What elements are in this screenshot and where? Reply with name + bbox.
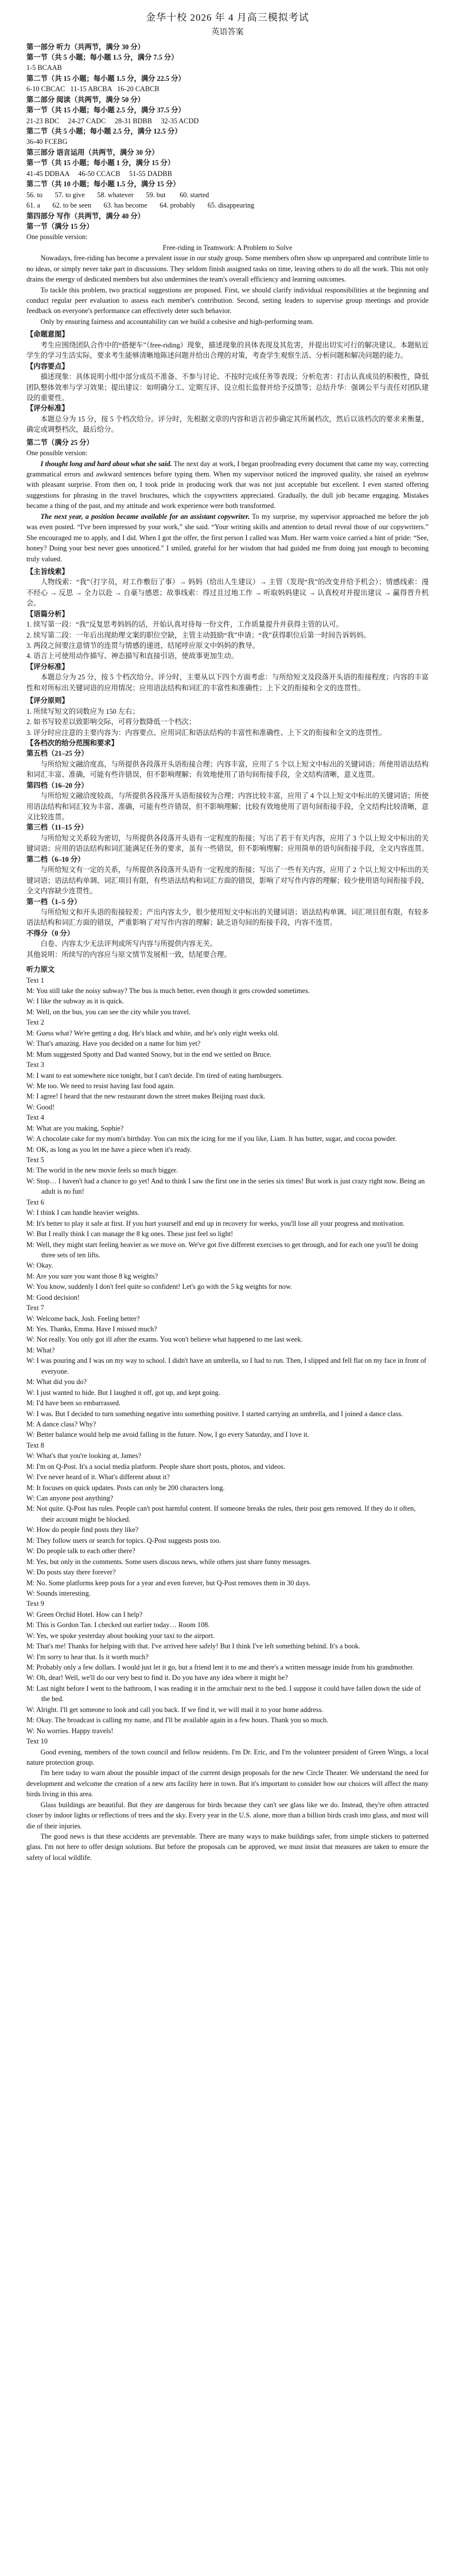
analysis-heading: 【评分标准】 xyxy=(26,404,69,413)
continuation-paragraph-2 xyxy=(26,511,429,564)
transcript xyxy=(26,975,429,1863)
transcript-line: M: Well, on the bus, you can see the city while you travel. xyxy=(26,1007,190,1016)
transcript-line: W: What's that you're looking at, James? xyxy=(26,1452,142,1460)
test-label: Text 9 xyxy=(26,1600,44,1608)
transcript-line: M: The world in the new movie feels so much bigger. xyxy=(26,1166,178,1175)
transcript-line: M: Are you sure you want those 8 kg weights? xyxy=(26,1272,158,1280)
band-label: 第五档（21–25 分） xyxy=(26,749,88,758)
transcript-line: M: Yes. Thanks, Emma. Have I missed much? xyxy=(26,1325,157,1333)
transcript-line: W: I like the subway as it is quick. xyxy=(26,997,124,1006)
transcript-line: M: Yes, but only in the comments. Some users discuss news, while others just share funny messages. xyxy=(26,1557,312,1566)
part2-section2: 第二节（共 5 小题；每小题 2.5 分，满分 12.5 分） xyxy=(26,127,182,135)
analysis-heading: 【语篇分析】 xyxy=(26,609,69,618)
part2-section1: 第一节（共 15 小题；每小题 2.5 分，满分 37.5 分） xyxy=(26,106,185,115)
transcript-line: W: Can anyone post anything? xyxy=(26,1494,114,1502)
transcript-line: M: You still take the noisy subway? The bus is much better, even though it gets crowded sometimes. xyxy=(26,987,310,995)
test-label: Text 1 xyxy=(26,976,44,984)
band-description: 与所给短文关系较为密切，与所提供各段落开头语有一定程度的衔接；写出了若干有关内容，应用了 3 个以上短文中标出的关键词语；应用的语法结构和词汇能满足任务的要求，虽有一些错误，但不影响理解；应用简单的语句间衔接手段，全文内容连贯。 xyxy=(26,834,429,853)
essay-paragraph: Only by ensuring fairness and accountability can we build a cohesive and high-performing team. xyxy=(40,317,314,326)
analysis-heading: 【评分原则】 xyxy=(26,697,69,705)
part1-heading: 第一部分 听力（共两节，满分 30 分） xyxy=(26,42,145,51)
analysis-item: 2. 续写第二段：一年后出现助理文案的职位空缺，主管主动鼓励“我”申请；“我”获得职位后第一时间告诉妈妈。 xyxy=(26,631,371,639)
band-label: 第三档（11–15 分） xyxy=(26,823,88,832)
transcript-line: M: Okay. The broadcast is calling my name, and I'll be available again in a few hours. Thank you so much. xyxy=(26,1716,329,1725)
test-label: Text 10 xyxy=(26,1737,48,1746)
page-title: 金华十校 2026 年 4 月高三模拟考试 xyxy=(146,12,309,23)
band-description: 与所给短文有一定的关系，与所提供各段落开头语有一定程度的衔接；写出了一些有关内容，应用了 2 个以上短文中标出的关键词语；语法结构单调、词汇项目有限，有些语法结构和词汇方面的错误，影响了对写作内容的理解；较少使用语句间衔接手段，全文内容缺少连贯性。 xyxy=(26,866,429,896)
band-label: 第一档（1–5 分） xyxy=(26,897,81,906)
analysis-item: 2. 如书写较差以致影响交际，可将分数降低一个档次； xyxy=(26,718,196,726)
transcript-line: M: It's better to play it safe at first. If you hurt yourself and end up in recovery for weeks, you'll lose all your progress and motivation. xyxy=(26,1219,405,1228)
transcript-line: W: I just wanted to hide. But I laughed it off, got up, and kept going. xyxy=(26,1388,220,1397)
transcript-line: W: You know, suddenly I don't feel quite so confident! Let's go with the 5 kg weights for now. xyxy=(26,1283,293,1291)
transcript-line: W: Stop… I haven't had a chance to go yet! And to think I saw the first one in the series six times! But work is just crazy right now. Being an adult is no fun! xyxy=(26,1176,425,1196)
part3-section2: 第二节（共 10 小题；每小题 1.5 分，满分 15 分） xyxy=(26,180,180,189)
test-label: Text 3 xyxy=(26,1061,44,1069)
analysis-heading: 【主旨线索】 xyxy=(26,567,69,576)
transcript-line: W: I think I can handle heavier weights. xyxy=(26,1209,139,1217)
transcript-line: M: It focuses on quick updates. Posts can only be 200 characters long. xyxy=(26,1483,225,1492)
analysis-heading: 【命题意图】 xyxy=(26,330,69,339)
page-subtitle: 英语答案 xyxy=(211,28,244,37)
transcript-line: M: I agree! I heard that the new restaurant down the street makes Beijing roast duck. xyxy=(26,1092,266,1101)
part3-section2-row2: 61. a 62. to be seen 63. has become 64. probably 65. disappearing xyxy=(26,201,255,210)
band-description: 白卷、内容太少无法评判或所写内容与所提供内容无关。 xyxy=(40,940,217,948)
transcript-line: W: A chocolate cake for my mom's birthday. You can mix the icing for me if you like, Liam. It has butter, sugar, and cocoa powder. xyxy=(26,1135,397,1143)
transcript-line: W: Me too. We need to resist having fast food again. xyxy=(26,1081,175,1090)
transcript-line: W: Do posts stay there forever? xyxy=(26,1568,116,1577)
transcript-line: M: What did you do? xyxy=(26,1378,87,1386)
essay-paragraph: To tackle this problem, two practical suggestions are proposed. First, we should clarify individual responsibilities at the beginning and conduct regular peer evaluation to assess each member's contribution. Second, setting leaders to supervise group meetings and provide feedback on everyone's performance can effectively deter such behavior. xyxy=(26,286,429,315)
transcript-line: W: Not really. You only got ill after the exams. You won't believe what happened to me last week. xyxy=(26,1335,303,1344)
part3-section2-row1: 56. to 57. to give 58. whatever 59. but 60. started xyxy=(26,190,209,199)
transcript-line: M: Mum suggested Spotty and Dad wanted Snowy, but in the end we settled on Bruce. xyxy=(26,1050,272,1058)
analysis-heading: 【评分标准】 xyxy=(26,662,69,671)
part4-section2: 第二节（满分 25 分） xyxy=(26,438,94,447)
part1-section2-answers: 6-10 CBCAC 11-15 ABCBA 16-20 CABCB xyxy=(26,85,160,93)
part1-section1-answers: 1-5 BCAAB xyxy=(26,64,62,72)
part2-heading: 第二部分 阅读（共两节，满分 50 分） xyxy=(26,95,145,104)
band-description: 与所给短文和开头语的衔接较差；产出内容太少，很少使用短文中标出的关键词语；语法结构单调、词汇项目很有限，有较多语法结构和词汇方面的错误，严重影响了对写作内容的理解；缺乏语句间的衔接手段，内容不连贯。 xyxy=(26,908,429,927)
transcript-line: M: Probably only a few dollars. I would just let it go, but a friend lent it to me and there's a written message inside from his grandmother. xyxy=(26,1663,414,1671)
transcript-line: W: How do people find posts they like? xyxy=(26,1526,139,1534)
transcript-line: M: They follow users or search for topics. Q-Post suggests posts too. xyxy=(26,1536,221,1545)
transcript-line: W: Welcome back, Josh. Feeling better? xyxy=(26,1314,140,1323)
transcript-line: W: I was. But I decided to turn something negative into something positive. I started carrying an umbrella, and I joined a dance class. xyxy=(26,1409,403,1418)
analysis-item: 1. 续写第一段：“我”反复思考妈妈的话，开始认真对待每一份文件，工作质量提升并获得主管的认可。 xyxy=(26,620,343,629)
test-label: Text 6 xyxy=(26,1198,44,1206)
analysis-text: 描述现象：具体说明小组中部分成员不准备、不参与讨论、不按时完成任务等表现；分析危害：打击认真成员的积极性，降低团队整体效率与学习效果；提出建议：如明确分工、定期互评、设立组长监督并给予反馈等；总结升华：强调公平与责任对团队建设的重要性。 xyxy=(26,373,429,402)
analysis-text: 考生应围绕团队合作中的“搭便车”（free-riding）现象，描述现象的具体表现及其危害，并提出切实可行的解决建议。本题贴近学生的学习生活实际，要求考生能够清晰地陈述问题并给出合理的对策，考查学生观察生活、分析问题和解决问题的能力。 xyxy=(26,341,429,360)
part4-heading: 第四部分 写作（共两节，满分 40 分） xyxy=(26,212,145,220)
band-description: 与所给短文融洽度较高，与所提供各段落开头语衔接较为合理；内容比较丰富，应用了 4 个以上短文中标出的关键词语；所使用语法结构和词汇较为丰富、准确，可能有些许错误，但不影响理解；比较有效地使用了语句间衔接手段，全文结构比较清晰，意义比较连贯。 xyxy=(26,792,429,821)
transcript-line: M: A dance class? Why? xyxy=(26,1420,96,1428)
part3-section1: 第一节（共 15 小题；每小题 1 分，满分 15 分） xyxy=(26,159,175,167)
transcript-line: M: I want to eat somewhere nice tonight, but I can't decide. I'm tired of eating hamburgers. xyxy=(26,1071,283,1080)
transcript-line: The good news is that these accidents are preventable. There are many ways to make buildings safer, from simple stickers to patterned glass. I'm not here to offer design solutions. But before the proposals can be approved, we must insist that measures are taken to ensure the safety of local wildlife. xyxy=(26,1832,429,1862)
paragraph-body: To my surprise, my supervisor approached me before the job was even posted. “I've been impressed by your work,” she said. “Your writing skills and attention to detail reveal those of our copywriters.” She encouraged me to apply, and I did. When I got the offer, the first person I called was Mum. Her warm voice carried a hint of pride: “See, honey? Doing your best never goes unnoticed.” I smiled, grateful for her wisdom that had guided me from doing just enough to becoming truly valued. xyxy=(26,512,429,563)
version-label: One possible version: xyxy=(26,449,88,458)
transcript-line: W: Yes, we spoke yesterday about booking your taxi to the airport. xyxy=(26,1631,215,1640)
transcript-line: M: Well, they might start feeling heavier as we move on. We've got five different exercises to get through, and for each one you'll be doing three sets of ten lifts. xyxy=(26,1240,418,1259)
test-label: Text 7 xyxy=(26,1304,44,1312)
transcript-line: M: This is Gordon Tan. I checked out earlier today… Room 108. xyxy=(26,1621,210,1629)
part2-section2-answers: 36-40 FCEBG xyxy=(26,138,68,146)
band-label: 第四档（16–20 分） xyxy=(26,781,88,789)
test-label: Text 2 xyxy=(26,1018,44,1027)
transcript-line: W: No worries. Happy travels! xyxy=(26,1726,114,1735)
test-label: Text 8 xyxy=(26,1441,44,1449)
transcript-heading: 听力原文 xyxy=(26,965,55,974)
version-label: One possible version: xyxy=(26,233,88,241)
part2-section1-answers: 21-23 BDC 24-27 CADC 28-31 BDBB 32-35 ACDD xyxy=(26,116,199,125)
part3-heading: 第三部分 语言运用（共两节，满分 30 分） xyxy=(26,148,159,157)
analysis-item: 3. 评分时应注意的主要内容为：内容要点、应用词汇和语法结构的丰富性和准确性、上下文的衔接和全文的连贯性。 xyxy=(26,728,387,737)
transcript-line: M: What? xyxy=(26,1346,55,1354)
transcript-line: M: I'd have been so embarrassed. xyxy=(26,1399,121,1408)
transcript-line: W: Green Orchid Hotel. How can I help? xyxy=(26,1610,143,1619)
transcript-line: I'm here today to warn about the possible impact of the current design proposals for the new Circle Theater. We understand the need for development and welcome the creation of a new arts facility here in town. But it's important to consider how our choices will affect the many birds living in this area. xyxy=(26,1769,429,1799)
band-label: 不得分（0 分） xyxy=(26,929,75,937)
scoring-note: 其他说明：所续写的内容应与原文情节发展相一致，结尾要合理。 xyxy=(26,950,231,959)
analysis-text: 本题总分为 15 分，按 5 个档次给分。评分时，先根据文章的内容和语言初步确定其所属档次，然后以该档次的要求来衡量，确定或调整档次，最后给分。 xyxy=(26,415,429,434)
transcript-line: W: I'm sorry to hear that. Is it worth much? xyxy=(26,1652,149,1661)
transcript-line: M: That's me! Thanks for helping with that. I've arrived here safely! But I think I've left something behind. It's a book. xyxy=(26,1642,361,1651)
analysis-text: 人物线索：“我”（打字员，对工作敷衍了事）→ 妈妈（给出人生建议）→ 主管（发现“我”的改变并给予机会）；情感线索：漫不经心 → 反思 → 全力以赴 → 自豪与感恩；故事线索：得过且过地工作 → 听取妈妈建议 → 认真校对并提出建议 → 赢得晋升机会。 xyxy=(26,578,429,608)
transcript-line: M: I'm on Q-Post. It's a social media platform. People share short posts, photos, and videos. xyxy=(26,1462,286,1471)
transcript-line: W: That's amazing. Have you decided on a name for him yet? xyxy=(26,1039,201,1048)
transcript-line: W: I've never heard of it. What's different about it? xyxy=(26,1473,170,1482)
continuation-paragraph-1 xyxy=(26,459,429,511)
transcript-line: M: No. Some platforms keep posts for a year and even forever, but Q-Post removes them in 30 days. xyxy=(26,1578,311,1587)
analysis-item: 3. 两段之间要注意情节的连贯与情感的递进，结尾呼应原文中妈妈的教导。 xyxy=(26,642,259,650)
essay-paragraph: Nowadays, free-riding has become a prevalent issue in our study group. Some members often show up unprepared and contribute little to no ideas, or simply never take part in discussions. They seldom finish assigned tasks on time, leaving others to do all the work. This not only drains the energy of dedicated members but also undermines the team's overall efficiency and learning outcomes. xyxy=(26,254,429,284)
paragraph-body: The next day at work, I began proofreading every document that came my way, correcting grammatical errors and awkward sentences before typing them. When my supervisor noticed the improved quality, she raised an eyebrow with pleasant surprise. From then on, I took pride in producing work that was not just acceptable but excellent. I even started offering suggestions for phrasing in the travel brochures, which the copywriters appreciated. Gradually, the dull job became engaging. Mistakes became a thing of the past, and my attitude and work experience were both transformed. xyxy=(26,459,429,510)
part4-section1: 第一节（满分 15 分） xyxy=(26,222,94,230)
transcript-line: M: What are you making, Sophie? xyxy=(26,1124,124,1132)
analysis-heading: 【内容要点】 xyxy=(26,362,69,370)
essay-title: Free-riding in Teamwork: A Problem to Solve xyxy=(162,243,293,252)
band-label: 第二档（6–10 分） xyxy=(26,855,85,863)
analysis-heading: 【各档次的给分范围和要求】 xyxy=(26,738,118,747)
transcript-line: W: I was pouring and I was on my way to school. I didn't have an umbrella, so I had to run. Then, I slipped and fell flat on my face in front of everyone. xyxy=(26,1357,427,1375)
part1-section1: 第一节（共 5 小题；每小题 1.5 分，满分 7.5 分） xyxy=(26,53,178,61)
band-description: 与所给短文融洽度高，与所提供各段落开头语衔接合理；内容丰富，应用了 5 个以上短文中标出的关键词语；所使用语法结构和词汇丰富、准确，可能有些许错误，但不影响理解；有效地使用了语句间衔接手段，全文结构清晰，意义连贯。 xyxy=(26,760,429,779)
test-label: Text 4 xyxy=(26,1113,44,1122)
transcript-line: M: Good decision! xyxy=(26,1293,80,1301)
analysis-item: 4. 语言上可使用动作描写、神态描写和直接引语，使故事更加生动。 xyxy=(26,652,238,660)
transcript-line: M: OK, as long as you let me have a piece when it's ready. xyxy=(26,1145,192,1154)
transcript-line: W: Okay. xyxy=(26,1261,53,1270)
paragraph-lead: The next year, a position became available for an assistant copywriter. xyxy=(40,512,250,521)
transcript-line: M: Last night before I went to the bathroom, I was reading it in the armchair next to the bed. I suppose it could have fallen down the side of the bed. xyxy=(26,1684,421,1703)
transcript-line: M: Not quite. Q-Post has rules. People can't post harmful content. If someone breaks the rules, their post gets removed. If they do it often, their account might be blocked. xyxy=(26,1504,416,1523)
transcript-line: W: Better balance would help me avoid falling in the future. Now, I go every Saturday, and I love it. xyxy=(26,1430,309,1439)
part3-section1-answers: 41-45 DDBAA 46-50 CCACB 51-55 DADBB xyxy=(26,169,172,178)
part1-section2: 第二节（共 15 小题；每小题 1.5 分，满分 22.5 分） xyxy=(26,74,185,83)
transcript-line: Glass buildings are beautiful. But they are dangerous for birds because they can't see glass like we do. Instead, they're often attracted closer by indoor lights or reflections of trees and the sky. Every year in the U.S. alone, more than a billion birds crash into glass, and most will die of their injuries. xyxy=(26,1800,429,1830)
transcript-line: Good evening, members of the town council and fellow residents. I'm Dr. Eric, and I'm the volunteer president of Green Wings, a local nature protection group. xyxy=(26,1748,429,1766)
transcript-line: W: Do people talk to each other there? xyxy=(26,1547,135,1555)
transcript-line: W: Alright. I'll get someone to look and call you back. If we find it, we will mail it to your home address. xyxy=(26,1705,324,1714)
analysis-item: 1. 所续写短文的词数应为 150 左右； xyxy=(26,707,139,716)
transcript-line: W: Oh, dear! Well, we'll do our very best to find it. Do you have any idea where it might be? xyxy=(26,1674,288,1682)
analysis-text: 本题总分为 25 分，按 5 个档次给分。评分时，主要从以下四个方面考虑：与所给短文及段落开头语的衔接程度；内容的丰富性和对所标出关键词语的应用情况；应用语法结构和词汇的丰富性和准确性；上下文的衔接和全文的连贯性。 xyxy=(26,673,429,692)
test-label: Text 5 xyxy=(26,1156,44,1164)
transcript-line: W: But I really think I can manage the 8 kg ones. These just feel so light! xyxy=(26,1230,234,1238)
transcript-line: W: Sounds interesting. xyxy=(26,1589,91,1597)
transcript-line: M: Guess what? We're getting a dog. He's black and white, and he's only eight weeks old. xyxy=(26,1029,279,1037)
transcript-line: W: Good! xyxy=(26,1103,55,1111)
paragraph-lead: I thought long and hard about what she said. xyxy=(40,459,172,468)
